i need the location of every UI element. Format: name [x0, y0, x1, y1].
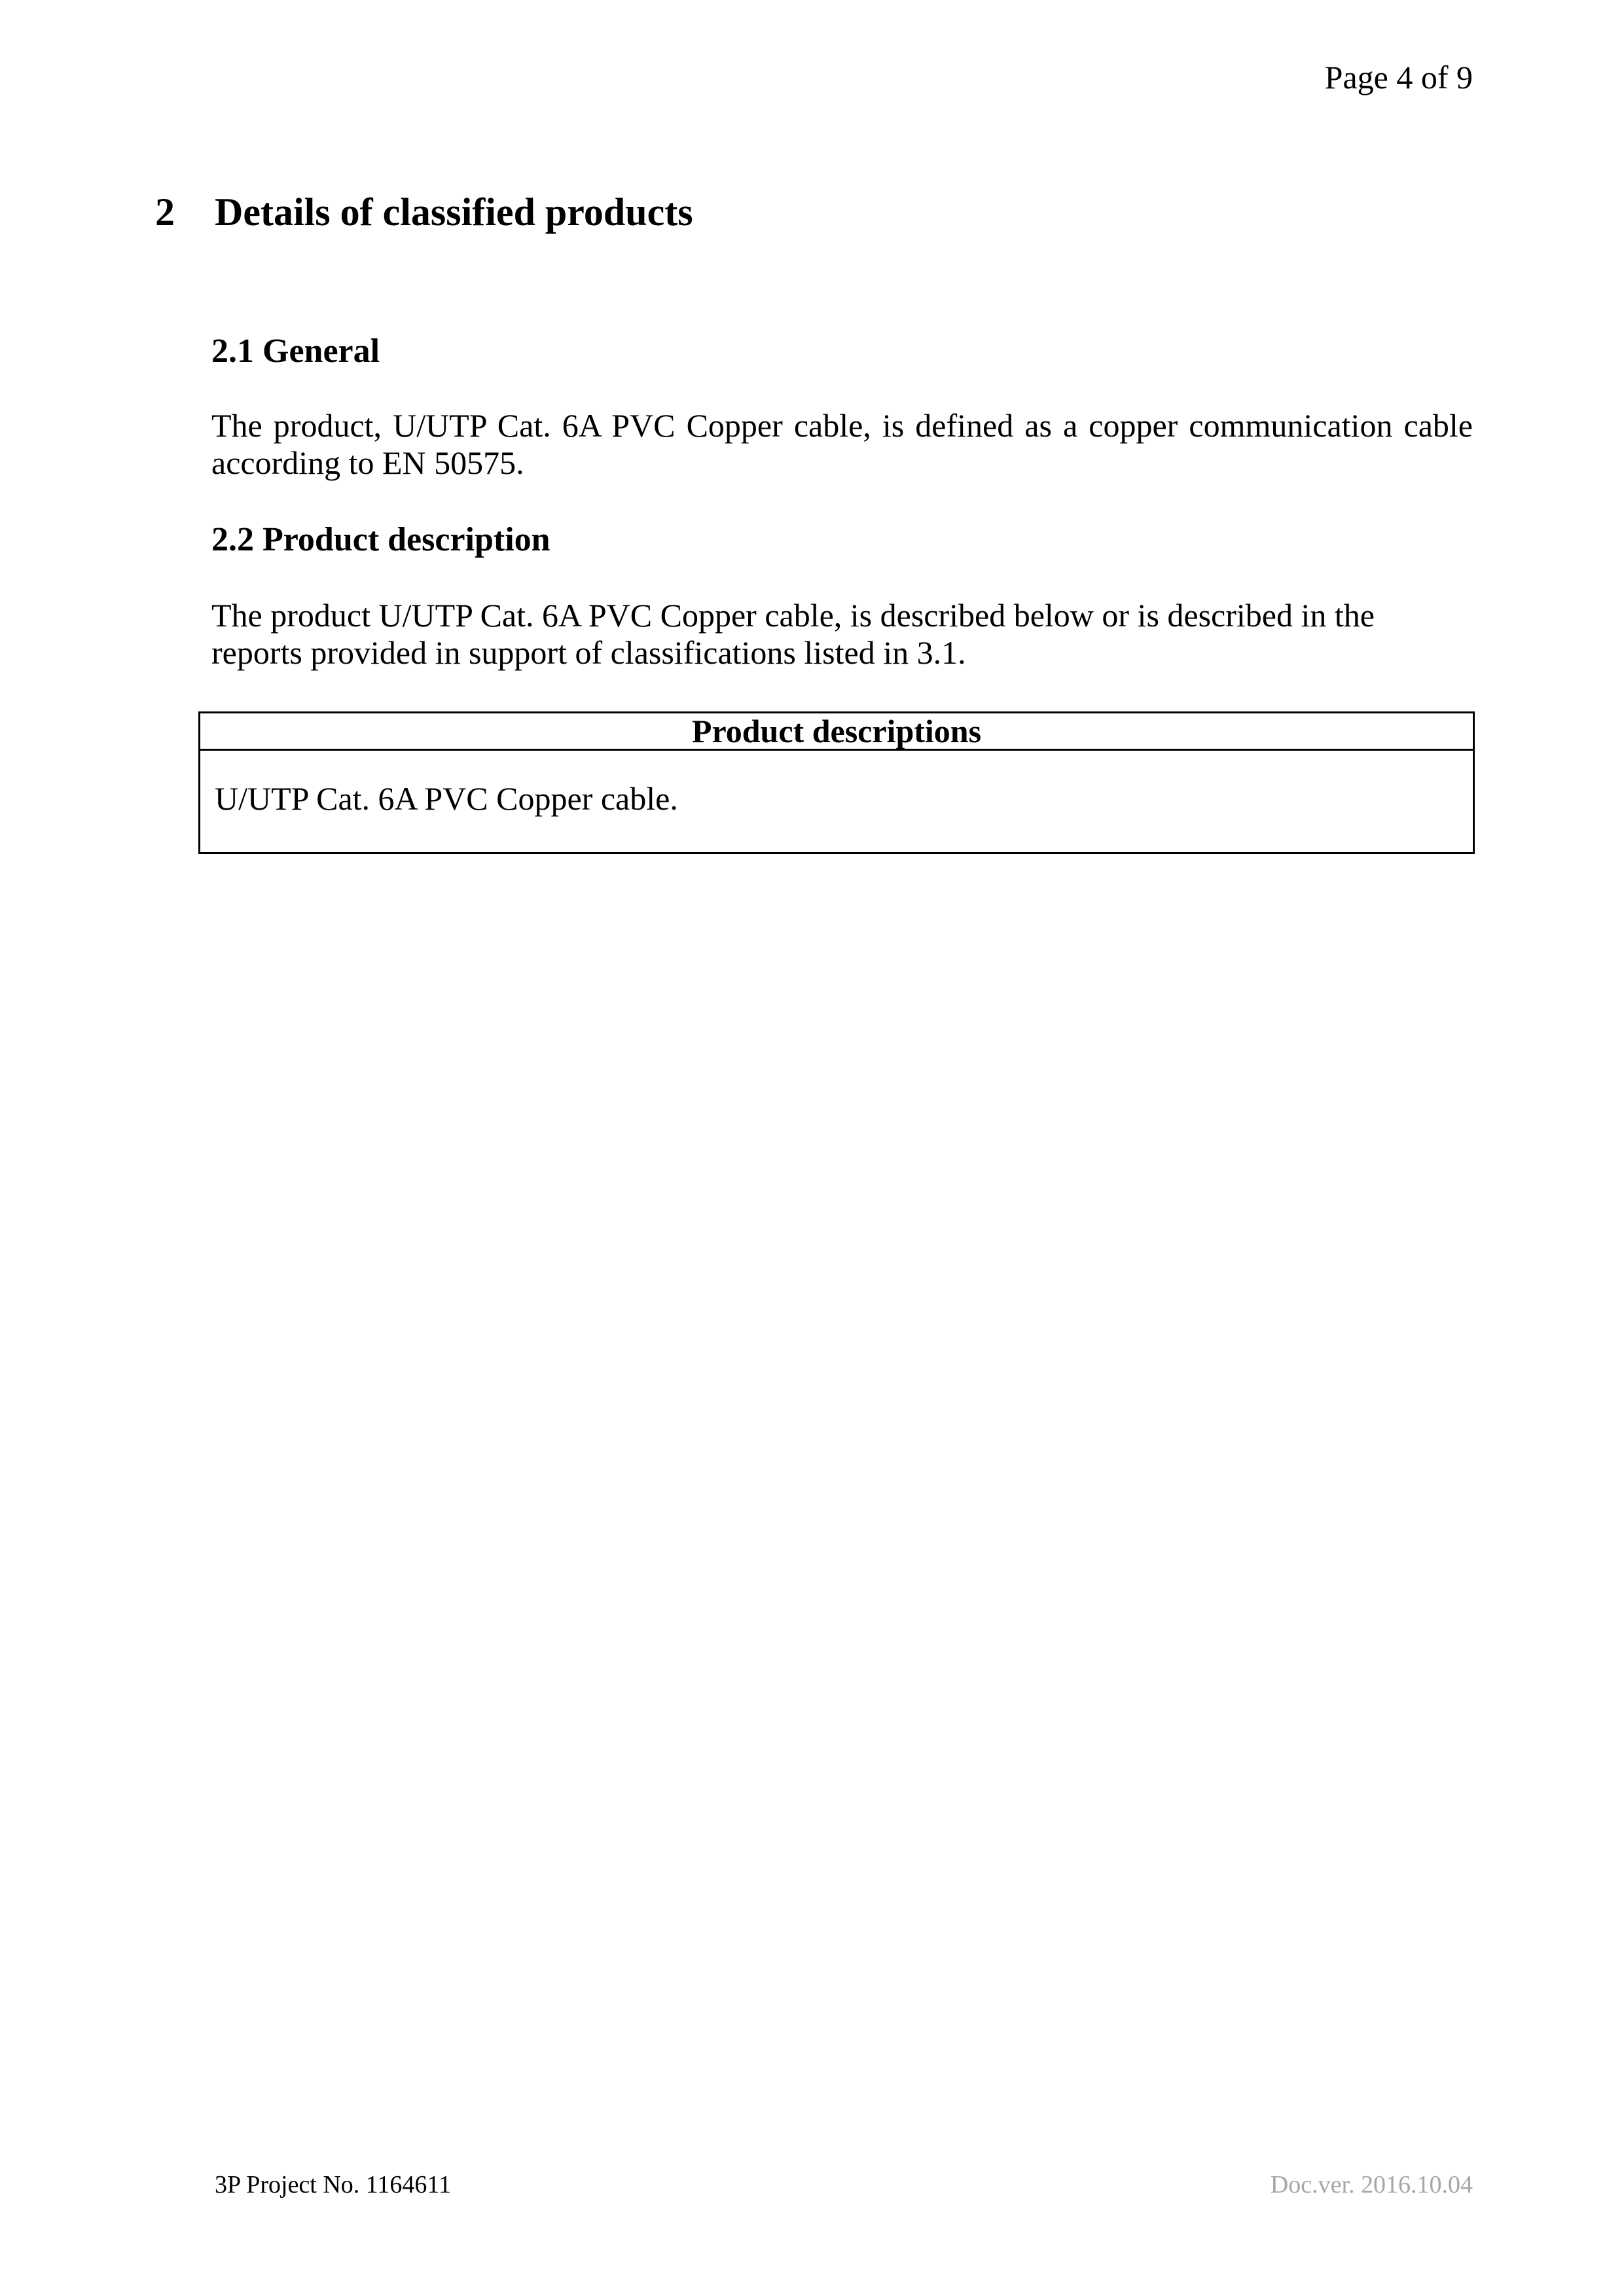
table-cell-product-description: U/UTP Cat. 6A PVC Copper cable. [200, 750, 1474, 853]
product-description-line1: The product U/UTP Cat. 6A PVC Copper cable, is described below or is described in the [211, 597, 1375, 634]
general-paragraph-line2: according to EN 50575. [211, 444, 524, 481]
page-number: Page 4 of 9 [1324, 59, 1473, 96]
general-paragraph [211, 407, 1473, 482]
product-description-line2: reports provided in support of classifications listed in 3.1. [211, 634, 966, 671]
product-description-paragraph [211, 597, 1473, 672]
table-header-cell: Product descriptions [200, 713, 1474, 750]
section-title: Details of classified products [215, 190, 693, 234]
footer-project-number: 3P Project No. 1164611 [215, 2171, 451, 2198]
section-number: 2 [155, 190, 175, 234]
table-header-row [200, 713, 1474, 750]
general-paragraph-line1: The product, U/UTP Cat. 6A PVC Copper cable, is defined as a copper communication cable [211, 407, 1473, 444]
subsection-heading-product-description: 2.2 Product description [211, 521, 550, 558]
subsection-heading-general: 2.1 General [211, 332, 380, 370]
product-descriptions-table [198, 711, 1475, 854]
table-row [200, 750, 1474, 853]
section-heading [155, 190, 693, 234]
footer-doc-version: Doc.ver. 2016.10.04 [1270, 2171, 1473, 2198]
